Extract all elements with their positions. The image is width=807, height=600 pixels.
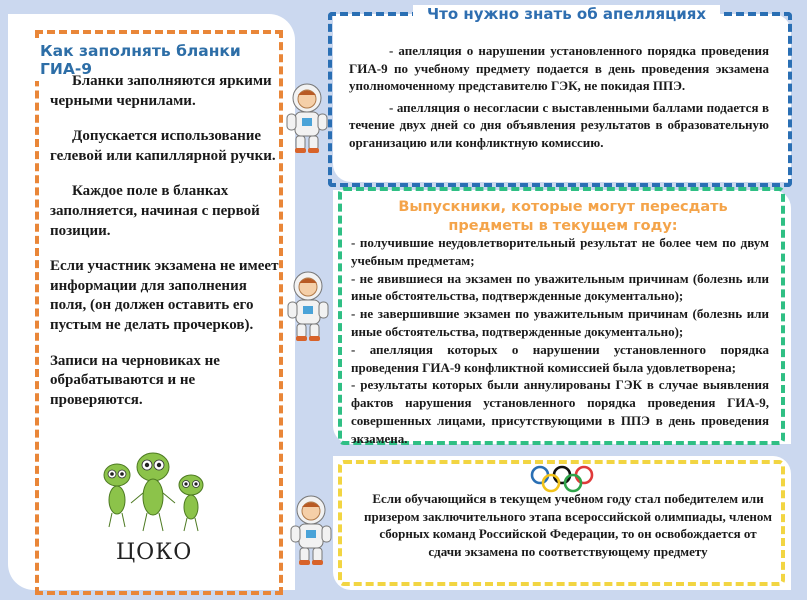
astronaut-illustration xyxy=(284,270,332,342)
filling-rule-item: Бланки заполняются яркими черными чернилами. xyxy=(50,73,272,109)
astronaut-illustration xyxy=(283,82,331,154)
retake-item: - апелляция которых о нарушении установленного порядка проведения ГИА-9 конфликтной комиссией была удовлетворена; xyxy=(351,341,769,375)
filling-rule-item: Каждое поле в бланках заполняется, начиная с первой позиции. xyxy=(50,183,260,239)
retake-list xyxy=(351,234,769,448)
filling-rule-item: Если участник экзамена не имеет информации для заполнения поля, (он должен оставить его пустым не делать прочерков). xyxy=(50,258,279,333)
astronaut-illustration xyxy=(287,494,335,566)
appeals-text xyxy=(349,42,769,156)
appeals-title: Что нужно знать об апелляциях xyxy=(413,5,720,23)
aliens-illustration xyxy=(95,445,215,540)
appeals-panel xyxy=(333,5,791,182)
filling-rules-text xyxy=(50,72,280,426)
appeal-item: - апелляция о несогласии с выставленными баллами подается в течение двух дней со дня объявления результатов в образовательную организацию или конфликтную комиссию. xyxy=(349,99,769,150)
filling-rule-item: Записи на черновиках не обрабатываются и не проверяются. xyxy=(50,352,220,408)
coko-logo: ЦОКО xyxy=(116,540,193,565)
retake-title: Выпускники, которые могут пересдать предметы в текущем году: xyxy=(398,199,728,234)
retake-panel xyxy=(333,190,791,444)
retake-item: - получившие неудовлетворительный результат не более чем по двум учебным предметам; xyxy=(351,235,769,268)
olympiad-text: Если обучающийся в текущем учебном году стал победителем или призером заключительного этапа всероссийской олимпиады, членом сборных команд Российской Федерации, то он освобождается от сдачи экзамена по соответствующему предмету xyxy=(363,491,773,559)
filling-rule-item: Допускается использование гелевой или капиллярной ручки. xyxy=(50,128,276,164)
retake-item: - не явившиеся на экзамен по уважительным причинам (болезнь или иные обстоятельства, подтвержденные документально); xyxy=(351,270,769,304)
retake-item: - результаты которых были аннулированы ГЭК в случае выявления фактов нарушения установленного порядка проведения ГИА-9, совершенных лицами, присутствующими в ППЭ в день проведения экзамена. xyxy=(351,377,769,446)
filling-rules-title: Как заполнять бланки ГИА-9 xyxy=(28,40,278,81)
appeal-item: - апелляция о нарушении установленного порядка проведения ГИА-9 по учебному предмету подается в день проведения экзамена уполномоченному представителю ГЭК, не покидая ППЭ. xyxy=(349,43,769,94)
retake-item: - не завершившие экзамен по уважительным причинам (болезнь или иные обстоятельства, подтвержденные документально); xyxy=(351,306,769,339)
olympic-rings-icon xyxy=(529,465,595,495)
